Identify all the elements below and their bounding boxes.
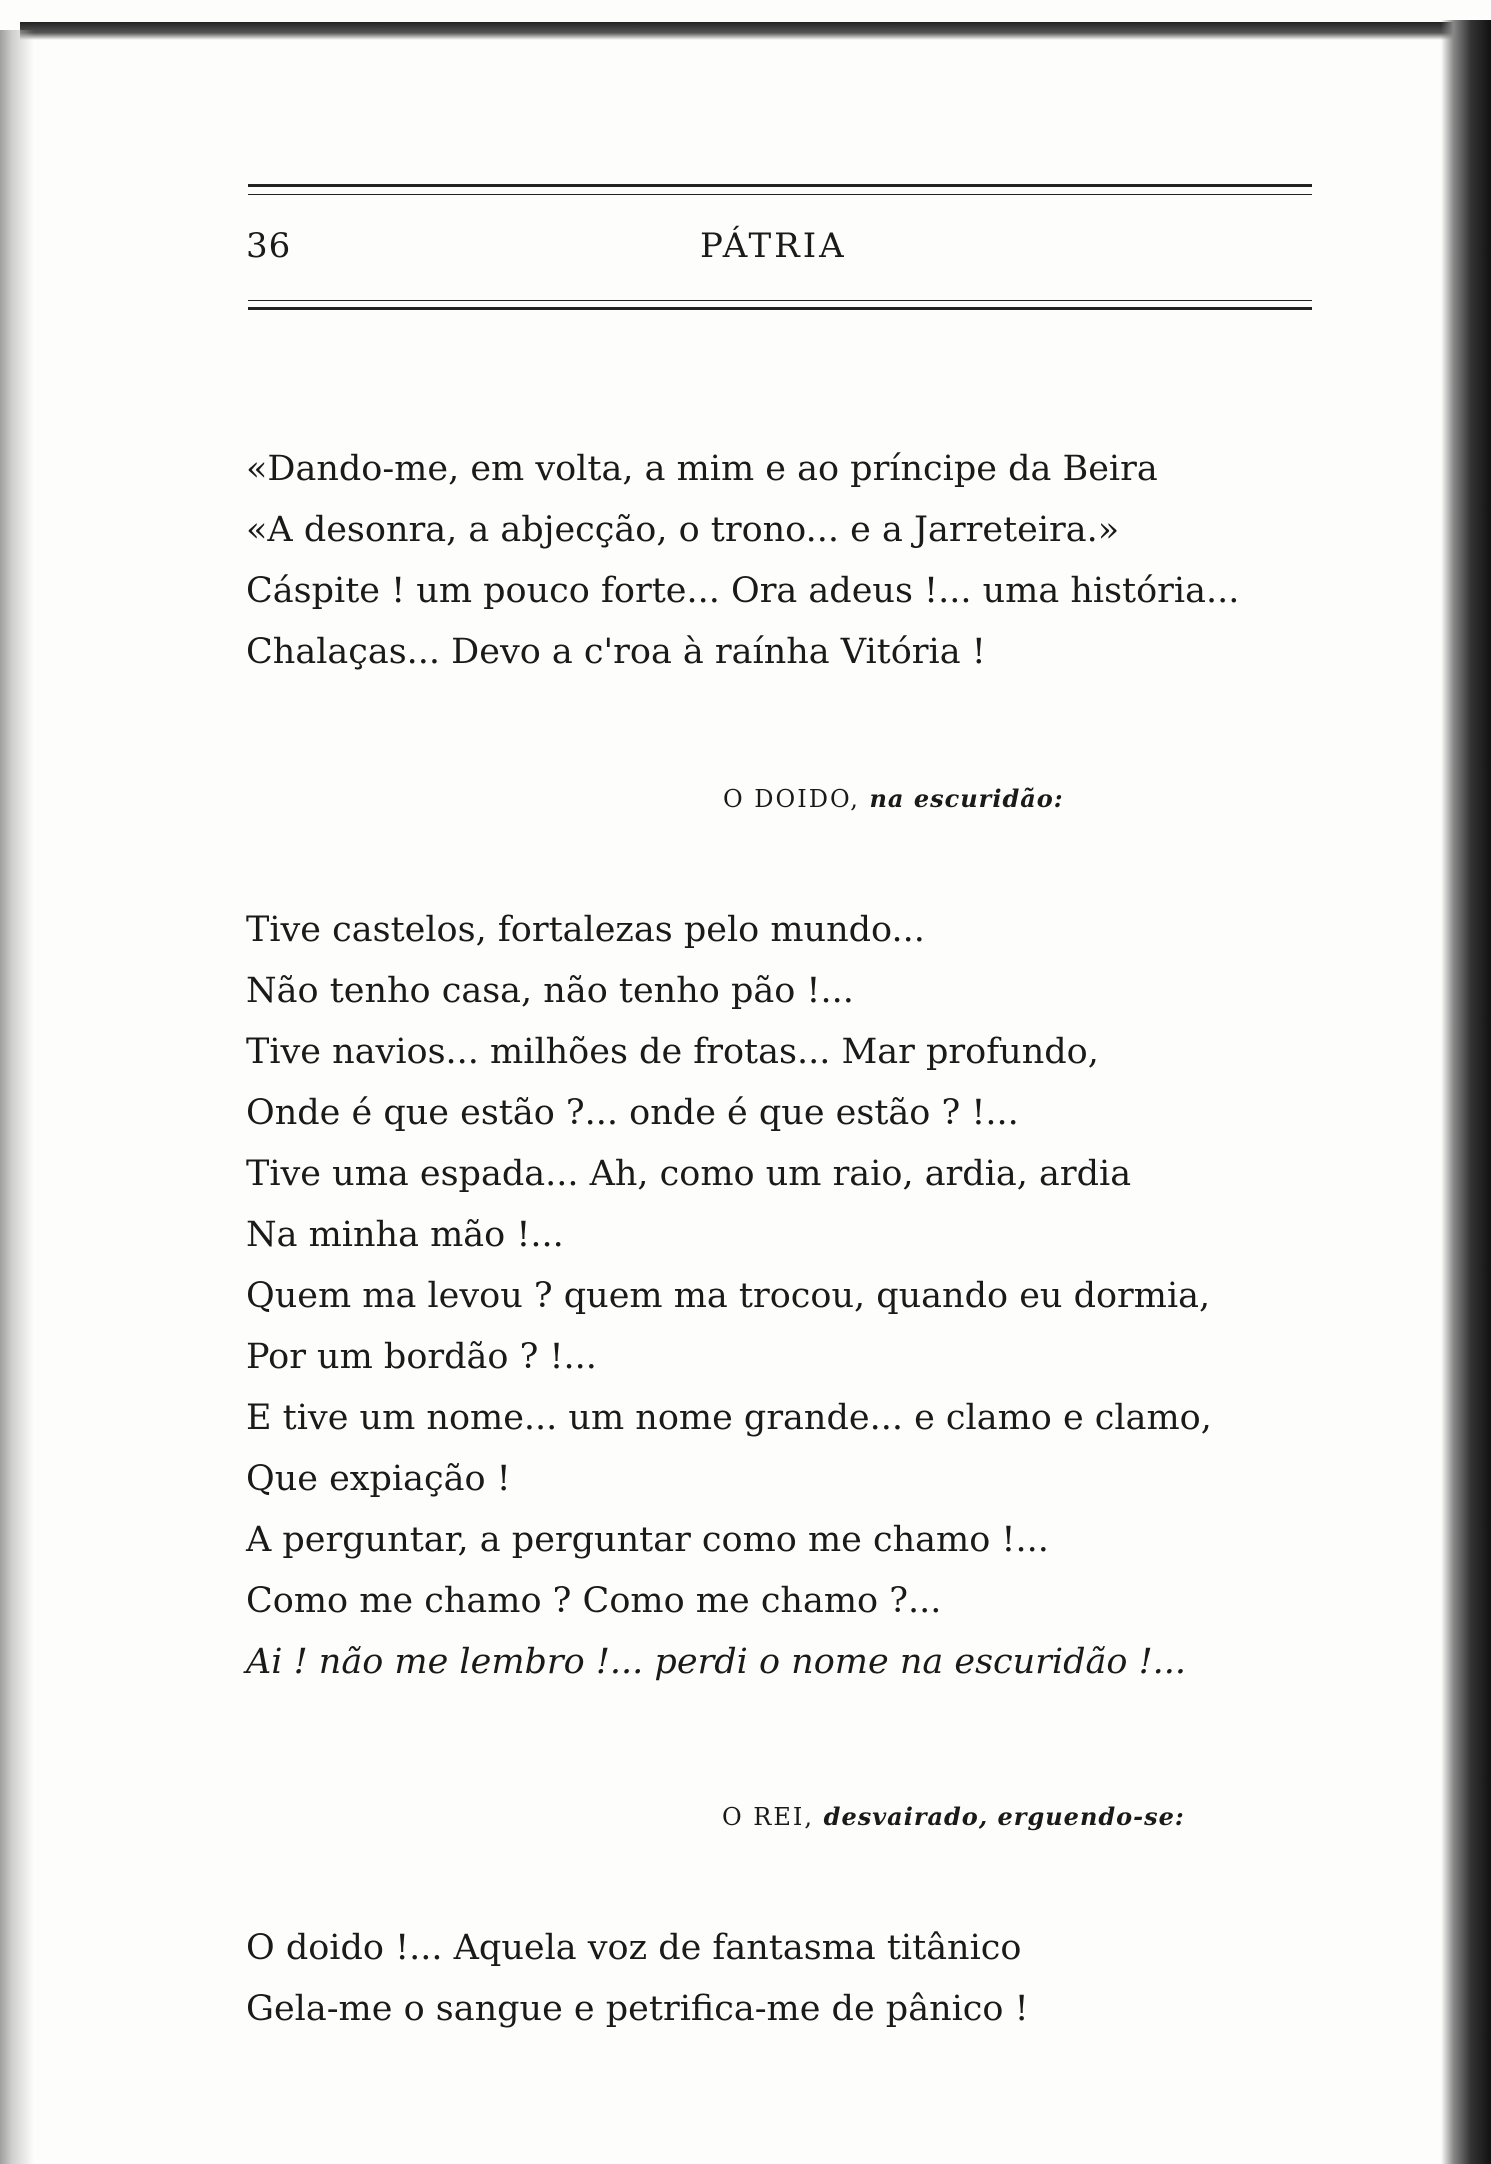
page-edge-right [1441, 20, 1491, 2164]
running-title: PÁTRIA [700, 226, 847, 266]
verse-line: «Dando-me, em volta, a mim e ao príncipe da Beira [246, 449, 1158, 489]
speaker-name: O REI, [722, 1803, 815, 1831]
speaker-name: O DOIDO, [723, 785, 860, 813]
stanza-2 [246, 900, 1212, 1693]
stanza-1 [246, 439, 1239, 683]
verse-line: Não tenho casa, não tenho pão !... [246, 971, 854, 1011]
verse-line: Gela-me o sangue e petrifica-me de pânico ! [246, 1989, 1029, 2029]
stage-direction: desvairado, erguendo-se: [823, 1802, 1185, 1831]
page-edge-left [0, 30, 34, 2164]
stage-direction: na escuridão: [869, 784, 1064, 813]
verse-line: Tive navios... milhões de frotas... Mar profundo, [246, 1032, 1099, 1072]
verse-line: O doido !... Aquela voz de fantasma titânico [246, 1928, 1022, 1968]
verse-line: E tive um nome... um nome grande... e clamo e clamo, [246, 1398, 1212, 1438]
verse-line: Que expiação ! [246, 1459, 511, 1499]
verse-line: Quem ma levou ? quem ma trocou, quando eu dormia, [246, 1276, 1211, 1316]
verse-line: «A desonra, a abjecção, o trono... e a Jarreteira.» [246, 510, 1120, 550]
stanza-3 [246, 1918, 1029, 2040]
header-rule-top-thick [248, 184, 1312, 187]
header-rule-top-thin [248, 194, 1312, 195]
header-rule-bottom-thin [248, 300, 1312, 301]
verse-line: A perguntar, a perguntar como me chamo !... [246, 1520, 1049, 1560]
speaker-heading-rei [722, 1802, 1185, 1831]
verse-line: Chalaças... Devo a c'roa à raínha Vitória ! [246, 632, 986, 672]
page-number: 36 [246, 226, 292, 266]
verse-line: Na minha mão !... [246, 1215, 564, 1255]
verse-line-italic: Ai ! não me lembro !... perdi o nome na escuridão !... [246, 1642, 1187, 1682]
verse-line: Onde é que estão ?... onde é que estão ? !... [246, 1093, 1019, 1133]
verse-line: Tive uma espada... Ah, como um raio, ardia, ardia [246, 1154, 1132, 1194]
verse-line: Cáspite ! um pouco forte... Ora adeus !... uma história... [246, 571, 1240, 611]
verse-line: Tive castelos, fortalezas pelo mundo... [246, 910, 925, 950]
page-edge-top [20, 22, 1460, 40]
speaker-heading-doido [723, 784, 1064, 813]
verse-line: Por um bordão ? !... [246, 1337, 597, 1377]
verse-line: Como me chamo ? Como me chamo ?... [246, 1581, 942, 1621]
header-rule-bottom-thick [248, 307, 1312, 310]
